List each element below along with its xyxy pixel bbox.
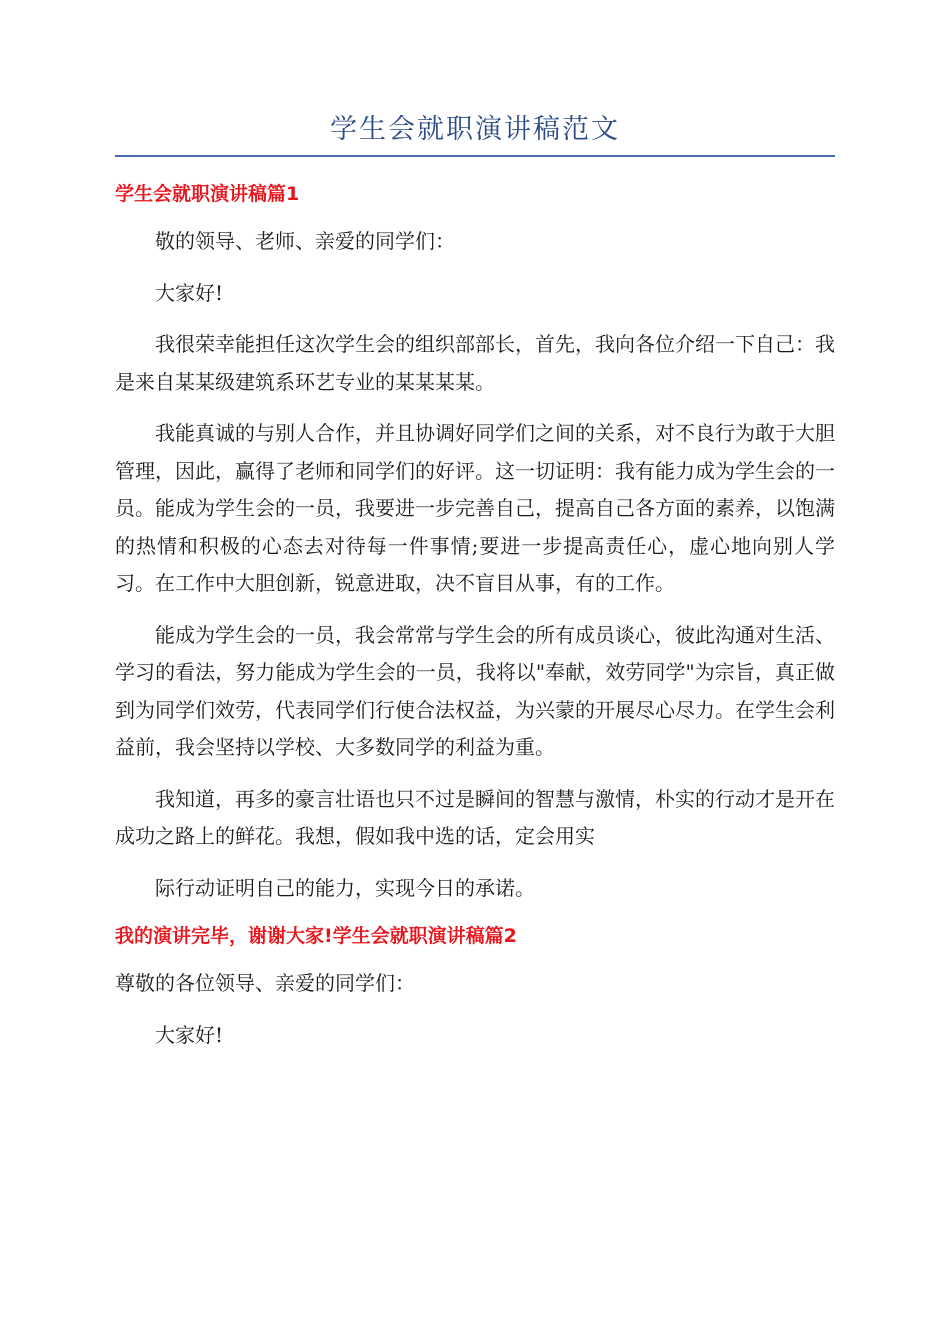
- salutation-2: 尊敬的各位领导、亲爱的同学们：: [115, 971, 415, 995]
- title-underline: [115, 155, 835, 157]
- paragraph-promise: 际行动证明自己的能力，实现今日的承诺。: [155, 875, 535, 900]
- salutation: 敬的领导、老师、亲爱的同学们：: [155, 229, 455, 253]
- section-heading-1: 学生会就职演讲稿篇1: [115, 183, 300, 205]
- greeting: 大家好!: [155, 280, 224, 305]
- paragraph-commitment: 能成为学生会的一员，我会常常与学生会的所有成员谈心，彼此沟通对生活、学习的看法，努力能成为学生会的一员，我将以"奉献，效劳同学"为宗旨，真正做到为同学们效劳，代表同学们行使合法权益，为兴蒙的开展尽心尽力。在学生会利益前，我会坚持以学校、大多数同学的利益为重。: [115, 622, 835, 759]
- greeting-2: 大家好!: [155, 1022, 224, 1047]
- paragraph-action: 我知道，再多的豪言壮语也只不过是瞬间的智慧与激情，朴实的行动才是开在成功之路上的鲜花。我想，假如我中选的话，定会用实: [115, 786, 835, 848]
- paragraph-ability: 我能真诚的与别人合作，并且协调好同学们之间的关系，对不良行为敢于大胆管理，因此，赢得了老师和同学们的好评。这一切证明：我有能力成为学生会的一员。能成为学生会的一员，我要进一步完善自己，提高自己各方面的素养，以饱满的热情和积极的心态去对待每一件事情;要进一步提高责任心，虚心地向别人学习。在工作中大胆创新，锐意进取，决不盲目从事，有的工作。: [115, 421, 835, 595]
- section-heading-2: 我的演讲完毕，谢谢大家!学生会就职演讲稿篇2: [115, 925, 517, 947]
- document-title: 学生会就职演讲稿范文: [330, 114, 620, 145]
- paragraph-introduction: 我很荣幸能担任这次学生会的组织部部长，首先，我向各位介绍一下自己：我是来自某某级建筑系环艺专业的某某某某。: [115, 332, 835, 394]
- document-body: [115, 176, 835, 1054]
